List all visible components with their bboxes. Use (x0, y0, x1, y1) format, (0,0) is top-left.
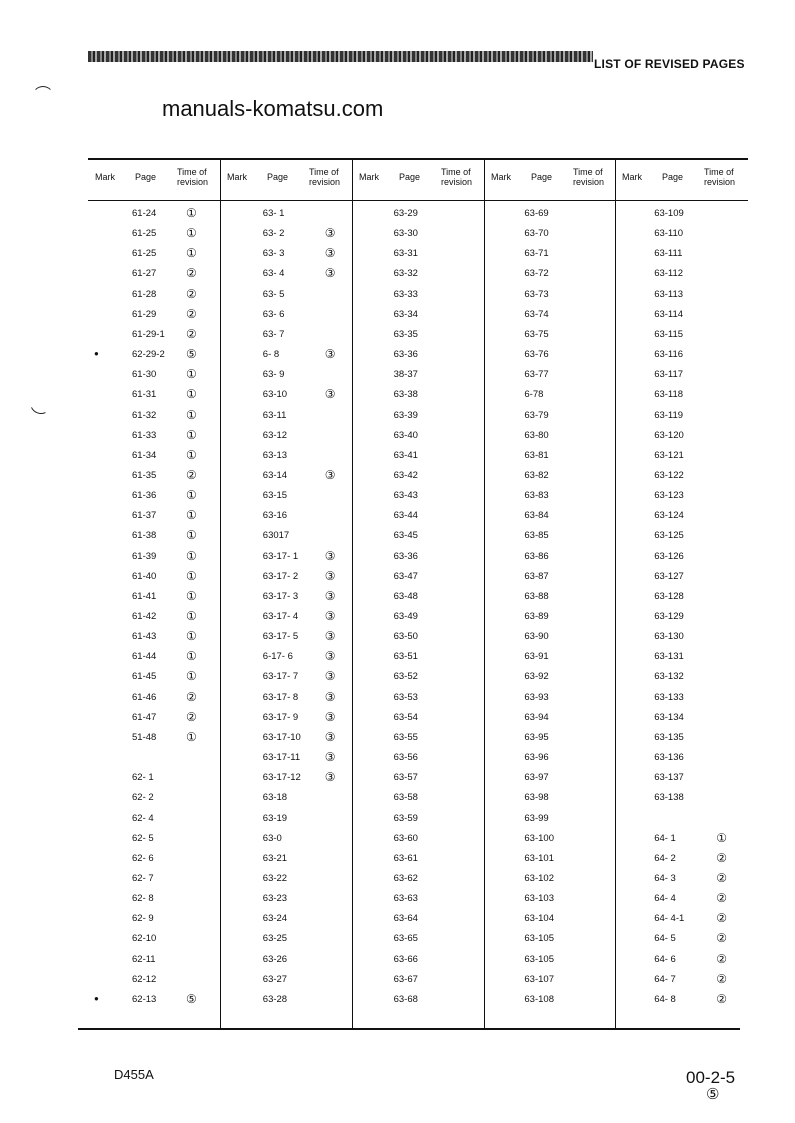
page-ref: 63-17- 9 (262, 711, 299, 723)
page-ref: 63-36 (393, 550, 418, 562)
page-ref: 63-130 (654, 631, 684, 643)
page-ref: 63-49 (393, 611, 418, 622)
page-ref: 63-10 (262, 389, 288, 401)
revision-number: ① (186, 508, 197, 523)
page-ref: 63-132 (654, 671, 684, 683)
page-ref: 64- 5 (654, 933, 676, 945)
revision-number: ① (186, 609, 197, 623)
revision-number: ③ (324, 709, 336, 724)
page-ref: 63-79 (524, 409, 549, 421)
revision-number: ① (186, 387, 197, 402)
header-revision: revision (441, 177, 473, 187)
page-ref: 63-40 (393, 429, 418, 441)
page-ref: 61-34 (132, 449, 157, 461)
page-ref: 63-109 (654, 208, 684, 219)
revision-number: ② (716, 911, 727, 926)
page-ref: 63-41 (393, 449, 418, 461)
page-ref: 63-98 (524, 792, 549, 804)
revision-number: ① (186, 629, 197, 644)
page-ref: 63-33 (393, 288, 418, 300)
revision-number: ③ (324, 649, 336, 664)
header-page: Page (399, 172, 421, 182)
revision-number: ② (186, 306, 197, 321)
page-ref: 63-17- 8 (262, 691, 299, 703)
header-revision: revision (309, 177, 341, 187)
page-ref: 63-105 (524, 953, 554, 965)
page-ref: 63-138 (654, 792, 684, 804)
revision-number: ② (186, 286, 197, 301)
page-ref: 63-117 (654, 369, 684, 381)
page-ref: 63-18 (262, 792, 288, 804)
header-page: Page (531, 172, 553, 182)
revision-number: ① (186, 568, 197, 583)
revision-number: ③ (324, 689, 336, 704)
revision-number: ② (716, 850, 727, 865)
page-ref: 63-31 (393, 248, 418, 260)
revision-number: ② (716, 931, 727, 946)
revision-number: ① (186, 588, 197, 603)
page-ref: 61-33 (132, 429, 157, 441)
page-ref: 61-29-1 (132, 328, 165, 340)
column-divider (484, 158, 485, 1028)
page-ref: 63-60 (393, 832, 418, 844)
page-ref: 63-127 (654, 570, 684, 582)
page-ref: 63-21 (262, 852, 288, 864)
page-ref: 62-13 (132, 993, 157, 1005)
page-ref: 63-102 (524, 872, 554, 884)
page-ref: 63-17-10 (262, 731, 301, 743)
page-ref: 63-47 (393, 570, 418, 582)
page-ref: 61-39 (132, 550, 157, 562)
page-ref: 63-119 (654, 409, 684, 421)
page-ref: 63-82 (524, 469, 549, 481)
page-ref: 63-17- 7 (262, 671, 299, 683)
page-ref: 63- 2 (262, 228, 285, 240)
page-ref: 63-29 (393, 208, 418, 219)
page-ref: 63-111 (654, 248, 683, 260)
revision-number: ① (186, 226, 197, 241)
page-ref: 63-17- 1 (262, 550, 299, 562)
revision-number: ① (186, 669, 197, 684)
page-ref: 63-16 (262, 510, 288, 522)
page-ref: 63-67 (393, 973, 418, 985)
page-ref: 63-65 (393, 933, 418, 945)
table-top-rule (88, 158, 748, 160)
header-page: Page (267, 172, 289, 182)
page-ref: 63-59 (393, 812, 418, 824)
page-ref: 63-66 (393, 953, 418, 965)
page-ref: 63-44 (393, 510, 418, 522)
revision-number: ③ (324, 266, 336, 281)
page-ref: 61-43 (132, 631, 157, 643)
page-ref: 63-27 (262, 973, 288, 985)
page-ref: 64- 7 (654, 973, 676, 985)
page-ref: 64- 1 (654, 832, 676, 844)
page-ref: 63-94 (524, 711, 549, 723)
revision-number: ② (716, 951, 727, 966)
page-ref: 63-76 (524, 349, 549, 361)
page-ref: 63-97 (524, 772, 549, 784)
header-mark: Mark (359, 172, 379, 182)
page-ref: 63-126 (654, 550, 684, 562)
revision-number: ② (716, 870, 727, 885)
page-ref: 63-62 (393, 872, 418, 884)
page-ref: 62- 9 (132, 913, 154, 925)
page-ref: 63-80 (524, 429, 549, 441)
page-ref: 63-100 (524, 832, 554, 844)
page-ref: 63-134 (654, 711, 684, 723)
page-ref: 63-14 (262, 469, 288, 481)
page-ref: 38-37 (393, 369, 418, 381)
page-ref: 63-124 (654, 510, 684, 522)
page-ref: 63-86 (524, 550, 549, 562)
page-ref: 63-131 (654, 651, 684, 663)
page-ref: 63-110 (654, 228, 684, 240)
page-ref: 63-116 (654, 349, 684, 361)
page-ref: 63-96 (524, 752, 549, 764)
page-ref: 61-27 (132, 268, 157, 280)
revision-number: ① (186, 488, 197, 503)
revision-number: ③ (324, 609, 336, 623)
revision-number: ③ (324, 629, 336, 644)
page-ref: 63-83 (524, 490, 549, 502)
footer-revision-mark: ⑤ (706, 1086, 720, 1103)
page-ref: 63-91 (524, 651, 549, 663)
page-ref: 63-34 (393, 308, 418, 320)
page-ref: 63-69 (524, 208, 549, 219)
watermark-text: manuals-komatsu.com (162, 96, 384, 121)
page-ref: 63-113 (654, 288, 684, 300)
page-ref: 63-104 (524, 913, 554, 925)
page-ref: 63-58 (393, 792, 418, 804)
page-ref: 63-88 (524, 590, 549, 602)
page-ref: 61-30 (132, 369, 157, 381)
revision-number: ⑤ (186, 991, 197, 1006)
revision-number: ① (186, 528, 197, 543)
page-ref: 63-50 (393, 631, 418, 643)
page-ref: 61-36 (132, 490, 157, 502)
header-revision: revision (177, 177, 209, 187)
page-ref: 62-10 (132, 933, 157, 945)
page-ref: 63-28 (262, 993, 288, 1005)
table-bottom-rule (78, 1028, 740, 1030)
page-ref: 63-93 (524, 691, 549, 703)
page-ref: 63-71 (524, 248, 549, 260)
revision-mark: ● (94, 993, 99, 1003)
page-ref: 63-12 (262, 429, 288, 441)
page-ref: 63-114 (654, 308, 684, 320)
page-ref: 63-0 (262, 832, 282, 844)
page-ref: 63-123 (654, 490, 684, 502)
revision-number: ⑤ (186, 347, 197, 362)
revision-number: ③ (324, 548, 336, 563)
header-mark: Mark (227, 172, 247, 182)
page-ref: 63-39 (393, 409, 418, 421)
page-ref: 63-13 (262, 449, 288, 461)
page-ref: 63-23 (262, 893, 288, 905)
page-ref: 63-115 (654, 328, 684, 340)
page-ref: 63-55 (393, 731, 418, 743)
page-ref: 63-112 (654, 268, 684, 280)
revision-number: ① (716, 830, 727, 845)
revision-number: ② (186, 266, 197, 281)
page-ref: 64- 4 (654, 893, 676, 905)
page-ref: 62-12 (132, 973, 157, 985)
page-ref: 63-17- 3 (262, 590, 299, 602)
page-ref: 63- 9 (262, 369, 285, 381)
page-ref: 63-103 (524, 893, 554, 905)
page-ref: 6- 8 (262, 349, 280, 361)
header-mark: Mark (95, 172, 115, 182)
page-ref: 63-122 (654, 469, 684, 481)
revision-number: ③ (324, 750, 336, 765)
page-ref: 63-32 (393, 268, 418, 280)
revision-number: ② (186, 326, 197, 341)
page-ref: 63-90 (524, 631, 549, 643)
column-divider (352, 158, 353, 1028)
page-ref: 61-31 (132, 389, 157, 401)
revision-number: ① (186, 427, 197, 442)
page-ref: 63-68 (393, 993, 418, 1005)
page-ref: 63-135 (654, 731, 684, 743)
table-header-rule (88, 200, 748, 201)
revision-number: ③ (324, 246, 336, 261)
page-ref: 63-30 (393, 228, 418, 240)
revision-number: ① (186, 206, 197, 220)
revision-number: ② (716, 971, 727, 986)
page-ref: 63-25 (262, 933, 288, 945)
page-ref: 63-17-12 (262, 772, 301, 784)
page-ref: 63-84 (524, 510, 549, 522)
page-ref: 63-64 (393, 913, 418, 925)
page-ref: 63-81 (524, 449, 549, 461)
header-mark: Mark (622, 172, 642, 182)
page-ref: 63- 5 (262, 288, 285, 300)
page-ref: 61-44 (132, 651, 157, 663)
page-ref: 61-46 (132, 691, 157, 703)
page-ref: 63-56 (393, 752, 418, 764)
page-ref: 63- 4 (262, 268, 285, 280)
header-revision: revision (573, 177, 605, 187)
page-ref: 6-17- 6 (262, 651, 293, 663)
page-ref: 62- 7 (132, 872, 154, 884)
revision-number: ① (186, 246, 197, 261)
page-ref: 63-118 (654, 389, 684, 401)
page-ref: 61-25 (132, 248, 157, 260)
page-ref: 63-136 (654, 752, 684, 764)
page-ref: 63-26 (262, 953, 288, 965)
revision-number: ① (186, 548, 197, 563)
page-ref: 63-42 (393, 469, 418, 481)
page-ref: 63-22 (262, 872, 288, 884)
page-ref: 6-78 (524, 389, 544, 401)
revision-number: ③ (324, 347, 336, 362)
page-ref: 63-125 (654, 530, 684, 542)
revision-number: ② (716, 991, 727, 1006)
page-ref: 61-38 (132, 530, 157, 542)
page-ref: 63-101 (524, 852, 554, 864)
revision-number: ③ (324, 387, 336, 402)
page-ref: 61-35 (132, 469, 157, 481)
page-ref: 63-38 (393, 389, 418, 401)
page-ref: 63-77 (524, 369, 549, 381)
revision-number: ② (186, 709, 197, 724)
page-ref: 61-40 (132, 570, 157, 582)
page-ref: 63-99 (524, 812, 549, 824)
page-ref: 63-35 (393, 328, 418, 340)
revision-number: ① (186, 367, 197, 382)
header-page: Page (662, 172, 684, 182)
page-ref: 63-17- 5 (262, 631, 299, 643)
page-ref: 63-129 (654, 611, 684, 622)
page-ref: 63-137 (654, 772, 684, 784)
page-ref: 61-45 (132, 671, 157, 683)
revision-number: ③ (324, 568, 336, 583)
column-divider (220, 158, 221, 1028)
page-ref: 62- 1 (132, 772, 154, 784)
page-ref: 61-37 (132, 510, 157, 522)
page-ref: 61-24 (132, 208, 157, 219)
page-ref: 63-95 (524, 731, 549, 743)
revision-mark: ● (94, 349, 99, 359)
page-ref: 51-48 (132, 731, 157, 743)
page-ref: 63- 7 (262, 328, 285, 340)
page-ref: 61-42 (132, 611, 157, 622)
page-ref: 63-107 (524, 973, 554, 985)
page-title: LIST OF REVISED PAGES (594, 57, 745, 71)
model-number: D455A (114, 1067, 154, 1082)
page-ref: 63- 1 (262, 208, 285, 219)
revision-number: ① (186, 407, 197, 422)
page-ref: 64- 3 (654, 872, 676, 884)
page-ref: 62- 2 (132, 792, 154, 804)
revision-number: ③ (324, 669, 336, 684)
page-ref: 63-92 (524, 671, 549, 683)
header-decoration-bar (88, 51, 593, 62)
revision-number: ① (186, 729, 197, 744)
page-ref: 63-133 (654, 691, 684, 703)
page-ref: 61-25 (132, 228, 157, 240)
page-ref: 64- 6 (654, 953, 676, 965)
page-ref: 62- 4 (132, 812, 154, 824)
page-ref: 63-15 (262, 490, 288, 502)
page-ref: 62-29-2 (132, 349, 165, 361)
page-ref: 63-120 (654, 429, 684, 441)
page-ref: 63-17-11 (262, 752, 301, 764)
page-ref: 63-17- 4 (262, 611, 299, 622)
page-ref: 64- 2 (654, 852, 676, 864)
page-ref: 63-24 (262, 913, 288, 925)
page-ref: 63-61 (393, 852, 418, 864)
page-ref: 61-29 (132, 308, 157, 320)
page-ref: 62- 5 (132, 832, 154, 844)
punch-hole-mark (32, 86, 54, 108)
page-ref: 63-45 (393, 530, 418, 542)
page-ref: 63-43 (393, 490, 418, 502)
page-ref: 62- 6 (132, 852, 154, 864)
page-ref: 64- 8 (654, 993, 676, 1005)
page-ref: 63-89 (524, 611, 549, 622)
page-ref: 63-19 (262, 812, 288, 824)
header-revision: revision (704, 177, 736, 187)
header-page: Page (135, 172, 157, 182)
page-ref: 63-75 (524, 328, 549, 340)
revision-number: ② (716, 891, 727, 906)
revision-number: ③ (324, 770, 336, 785)
revision-number: ③ (324, 226, 336, 241)
page-ref: 63- 6 (262, 308, 285, 320)
revision-number: ③ (324, 729, 336, 744)
page-ref: 62- 8 (132, 893, 154, 905)
page-ref: 61-41 (132, 590, 157, 602)
page-ref: 63-70 (524, 228, 549, 240)
header-time-of: Time of (704, 167, 734, 177)
header-time-of: Time of (441, 167, 471, 177)
page-ref: 63-11 (262, 409, 287, 421)
column-divider (615, 158, 616, 1028)
page-ref: 63-48 (393, 590, 418, 602)
page-ref: 61-28 (132, 288, 157, 300)
revision-number: ② (186, 467, 197, 482)
page-ref: 63-72 (524, 268, 549, 280)
page-ref: 63-51 (393, 651, 418, 663)
page-ref: 63-63 (393, 893, 418, 905)
page-ref: 64- 4-1 (654, 913, 685, 925)
header-time-of: Time of (309, 167, 339, 177)
page-ref: 63017 (262, 530, 290, 542)
page-ref: 62-11 (132, 953, 156, 965)
punch-hole-mark (27, 389, 55, 417)
page-number: 00-2-5 (686, 1068, 736, 1087)
page-ref: 63-108 (524, 993, 554, 1005)
revision-number: ③ (324, 588, 336, 603)
page-ref: 63-85 (524, 530, 549, 542)
page-ref: 61-32 (132, 409, 157, 421)
page-ref: 63-36 (393, 349, 418, 361)
revision-number: ② (186, 689, 197, 704)
page-ref: 61-47 (132, 711, 157, 723)
page-ref: 63-73 (524, 288, 549, 300)
page-ref: 63-105 (524, 933, 554, 945)
revision-number: ③ (324, 467, 336, 482)
page-ref: 63-52 (393, 671, 418, 683)
page-ref: 63-87 (524, 570, 549, 582)
page-ref: 63-17- 2 (262, 570, 299, 582)
page-ref: 63-121 (654, 449, 684, 461)
page-ref: 63-74 (524, 308, 549, 320)
header-time-of: Time of (573, 167, 603, 177)
page-ref: 63-57 (393, 772, 418, 784)
revision-number: ① (186, 447, 197, 462)
header-time-of: Time of (177, 167, 207, 177)
revision-number: ① (186, 649, 197, 664)
header-mark: Mark (491, 172, 511, 182)
page-ref: 63- 3 (262, 248, 285, 260)
page-ref: 63-54 (393, 711, 418, 723)
page-ref: 63-128 (654, 590, 684, 602)
page-ref: 63-53 (393, 691, 418, 703)
